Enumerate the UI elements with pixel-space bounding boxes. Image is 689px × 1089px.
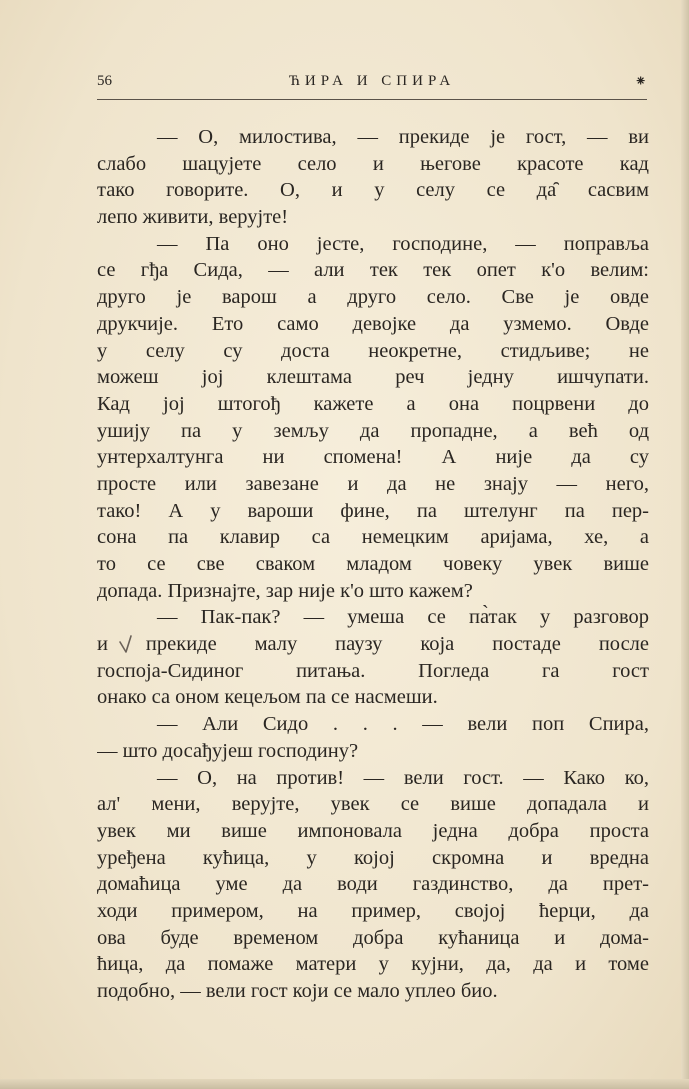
header-ornament-icon: ⁕ <box>634 74 647 90</box>
text-line: — Пак-пак? — умеша се па̀так у разговор <box>157 606 649 629</box>
text-line: друкчије. Ето само девојке да узмемо. Овде <box>97 312 649 335</box>
text-line: ходи примером, на пример, својој ћерци, да <box>97 899 649 922</box>
text-line: ова буде временом добра кућаница и дома- <box>97 926 649 949</box>
running-title: ЋИРА И СПИРА <box>288 73 456 89</box>
body-text <box>97 124 649 1005</box>
text-line: Кад јој штогођ кажете а она поцрвени до <box>97 392 649 415</box>
text-line: подобно, — вели гост који се мало уплео био. <box>97 980 498 1002</box>
text-line: — што досађујеш господину? <box>97 739 359 762</box>
text-line: госпоја-Сидиног питања. Погледа га гост <box>97 659 649 682</box>
header-rule <box>97 99 647 100</box>
text-line: уређена кућица, у којој скромна и вредна <box>97 846 649 869</box>
text-line: тако говорите. О, и у селу се да̑ сасвим <box>97 179 649 202</box>
text-line: — Али Сидо . . . — вели поп Спира, <box>157 713 649 736</box>
text-line: увек ми више импоновала једна добра проста <box>97 819 649 842</box>
text-line: ал' мени, верујте, увек се више допадала и <box>97 793 649 816</box>
running-header <box>97 73 647 97</box>
text-line: просте или завезане и да не знају — него, <box>97 472 649 495</box>
text-line: онако са оном кецељом па се насмеши. <box>97 686 438 709</box>
page-number: 56 <box>97 73 112 89</box>
text-line: ћица, да помаже матери у кујни, да, да и томе <box>97 953 649 976</box>
text-line: и прекиде малу паузу која постаде после <box>97 633 649 656</box>
text-line: домаћица уме да води газдинство, да прет- <box>97 873 649 896</box>
text-line: допада. Признајте, зар није к'о што кажем? <box>97 579 473 602</box>
page-edge-shadow <box>681 0 689 1089</box>
text-line: — О, на против! — вели гост. — Како ко, <box>157 766 649 789</box>
text-line: сона па клавир са немецким аријама, хе, а <box>97 526 649 549</box>
text-line: можеш јој клештама реч једну ишчупати. <box>97 366 649 389</box>
text-line: лепо живити, верујте! <box>97 206 289 229</box>
pencil-checkmark-icon <box>117 630 147 658</box>
text-line: унтерхалтунга ни спомена! А није да су <box>97 446 649 469</box>
text-line: ушију па у земљу да пропадне, а већ од <box>97 419 649 442</box>
text-line: тако! А у вароши фине, па штелунг па пер- <box>97 499 649 522</box>
text-line: слабо шацујете село и његове красоте кад <box>97 152 649 175</box>
text-line: у селу су доста неокретне, стидљиве; не <box>97 339 649 362</box>
page-bottom-shadow <box>0 1079 689 1089</box>
text-line: то се све сваком младом човеку увек више <box>97 553 649 575</box>
text-line: друго је варош а друго село. Све је овде <box>97 286 649 309</box>
text-line: — Па оно јесте, господине, — поправља <box>157 232 649 255</box>
text-line: — О, милостива, — прекиде је гост, — ви <box>157 126 649 148</box>
text-line: се гђа Сида, — али тек тек опет к'о велим: <box>97 259 649 282</box>
